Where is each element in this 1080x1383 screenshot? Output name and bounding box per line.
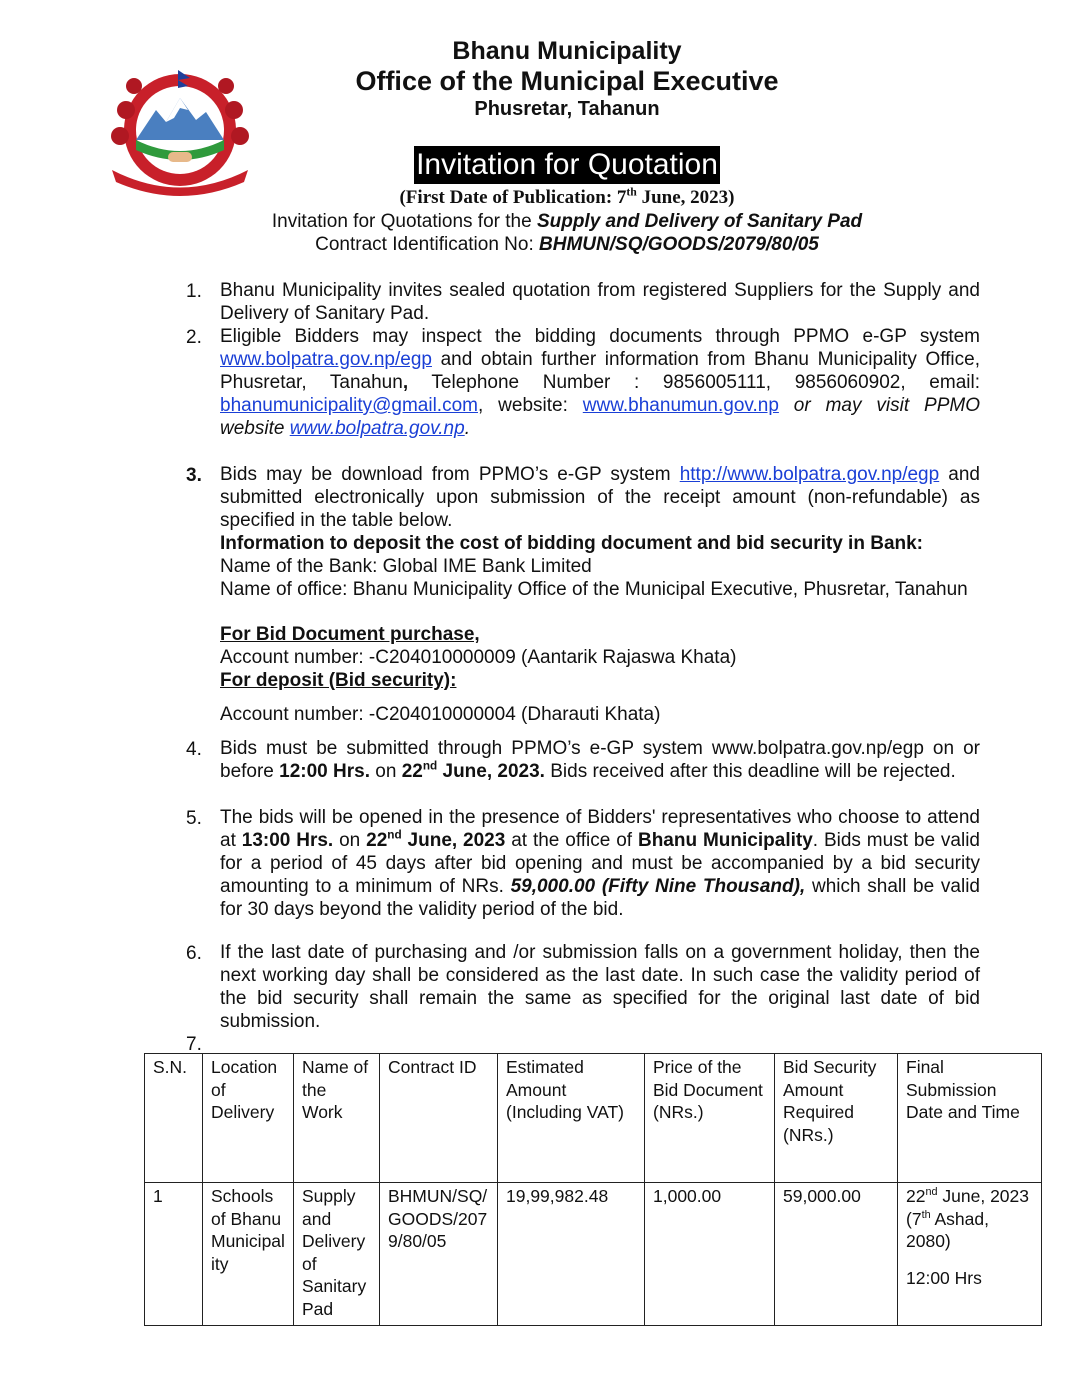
table-cell-sn: 1 bbox=[145, 1183, 203, 1326]
page-title: Invitation for Quotation bbox=[414, 146, 720, 184]
item-5-text: The bids will be opened in the presence of Bidders' representatives who choose to attend at 13:00 Hrs. on 22nd June, 2023 at the office of Bhanu Municipality. Bids must be valid for a period of 45 days after bid opening and must be accompanied by a bid security amounting to a minimum of NRs. 59,000.00 (Fifty Nine Thousand), which shall be valid for 30 days beyond the validity period of the bid. bbox=[220, 807, 980, 920]
office-of-account: Name of office: Bhanu Municipality Office of the Municipal Executive, Phusretar, Tanahun bbox=[220, 579, 968, 600]
table-header-cell: S.N. bbox=[145, 1054, 203, 1183]
item-number: 2. bbox=[186, 327, 202, 348]
bid-security-account: Account number: -C204010000004 (Dharauti Khata) bbox=[220, 704, 661, 725]
publication-date: (First Date of Publication: 7th June, 2023) bbox=[399, 185, 735, 208]
office-location: Phusretar, Tahanun bbox=[474, 98, 660, 120]
table-cell-security: 59,000.00 bbox=[775, 1183, 898, 1326]
table-row bbox=[145, 1183, 1042, 1326]
item-number: 6. bbox=[186, 943, 202, 964]
table-header-cell: Final Submission Date and Time bbox=[898, 1054, 1042, 1183]
item-number: 1. bbox=[186, 281, 202, 302]
table-cell-work: Supply and Delivery of Sanitary Pad bbox=[294, 1183, 380, 1326]
email-link[interactable]: bhanumunicipality@gmail.com bbox=[220, 395, 478, 416]
table-header-cell: Estimated Amount (Including VAT) bbox=[498, 1054, 645, 1183]
item-number: 4. bbox=[186, 739, 202, 760]
table-cell-final-date: 22nd June, 2023 (7th Ashad, 2080) 12:00 Hrs bbox=[898, 1183, 1042, 1326]
invitation-line: Invitation for Quotations for the Supply and Delivery of Sanitary Pad bbox=[271, 211, 863, 232]
table-header-cell: Name of the Work bbox=[294, 1054, 380, 1183]
table-header-cell: Bid Security Amount Required (NRs.) bbox=[775, 1054, 898, 1183]
website-link[interactable]: www.bhanumun.gov.np bbox=[582, 395, 779, 416]
egp-download-link[interactable]: http://www.bolpatra.gov.np/egp bbox=[679, 464, 940, 485]
table-header-cell: Location of Delivery bbox=[203, 1054, 294, 1183]
bid-document-heading: For Bid Document purchase, bbox=[220, 624, 480, 645]
item-number: 7. bbox=[186, 1034, 202, 1055]
office-name: Office of the Municipal Executive bbox=[355, 66, 779, 96]
table-cell-location: Schools of Bhanu Municipality bbox=[203, 1183, 294, 1326]
table-cell-doc-price: 1,000.00 bbox=[645, 1183, 775, 1326]
item-number: 5. bbox=[186, 808, 202, 829]
bank-info-heading: Information to deposit the cost of bidding document and bid security in Bank: bbox=[220, 533, 924, 554]
item-4-text: Bids must be submitted through PPMO’s e-GP system www.bolpatra.gov.np/egp on or before 12:00 Hrs. on 22nd June, 2023. Bids received after this deadline will be rejected. bbox=[220, 738, 980, 782]
table-cell-estimated: 19,99,982.48 bbox=[498, 1183, 645, 1326]
ppmo-link[interactable]: www.bolpatra.gov.np bbox=[289, 418, 465, 439]
item-3-text: Bids may be download from PPMO’s e-GP system http://www.bolpatra.gov.np/egp and submitted electronically upon submission of the receipt amount (non-refundable) as specified in the table below. bbox=[220, 464, 980, 531]
quotation-table bbox=[144, 1053, 1042, 1326]
municipality-name: Bhanu Municipality bbox=[452, 37, 682, 65]
item-6-text: If the last date of purchasing and /or submission falls on a government holiday, then the next working day shall be considered as the last date. In such case the validity period of the bid security shall remain the same as specified for the original last date of bid submission. bbox=[220, 942, 980, 1032]
table-header-cell: Price of the Bid Document (NRs.) bbox=[645, 1054, 775, 1183]
contract-line: Contract Identification No: BHMUN/SQ/GOODS/2079/80/05 bbox=[315, 234, 819, 255]
bid-document-account: Account number: -C204010000009 (Aantarik Rajaswa Khata) bbox=[220, 647, 737, 668]
bid-security-heading: For deposit (Bid security): bbox=[220, 670, 457, 691]
egp-link[interactable]: www.bolpatra.gov.np/egp bbox=[220, 349, 432, 370]
table-header-cell: Contract ID bbox=[380, 1054, 498, 1183]
bank-name: Name of the Bank: Global IME Bank Limited bbox=[220, 556, 592, 577]
item-1-text: Bhanu Municipality invites sealed quotation from registered Suppliers for the Supply and Delivery of Sanitary Pad. bbox=[220, 280, 980, 324]
table-header-row bbox=[145, 1054, 1042, 1183]
table-cell-contract-id: BHMUN/SQ/GOODS/2079/80/05 bbox=[380, 1183, 498, 1326]
item-2-text: Eligible Bidders may inspect the bidding documents through PPMO e-GP system www.bolpatra.gov.np/egp and obtain further information from Bhanu Municipality Office, Phusretar, Tanahun, Telephone Number : 9856005111, 9856060902, email: bhanumunicipality@gmail.com, website: www.bhanumun.gov.np or may visit PPMO website www.bolpatra.gov.np. bbox=[220, 326, 980, 439]
item-number: 3. bbox=[186, 465, 202, 486]
